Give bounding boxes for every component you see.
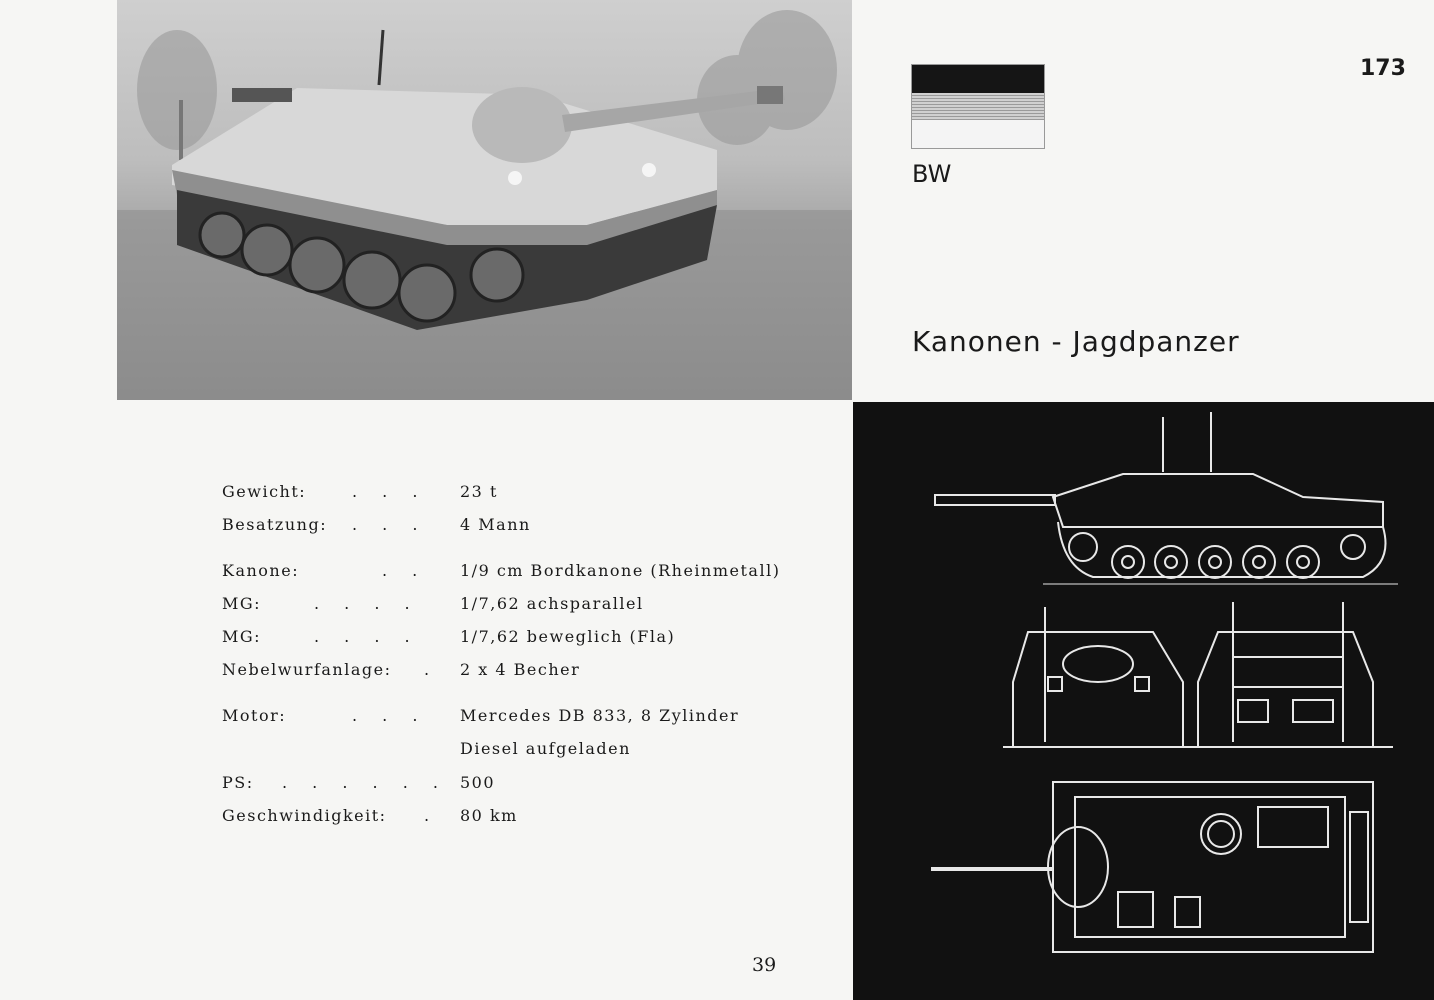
tank-photo-icon [117, 0, 852, 400]
tank-photo [117, 0, 852, 400]
spec-dots: . [424, 806, 440, 825]
page-number-bottom: 39 [752, 954, 777, 976]
spec-value: 4 Mann [460, 515, 531, 534]
spec-label: Geschwindigkeit: [222, 806, 387, 825]
flag-stripe-black [912, 65, 1044, 93]
spec-row-weight [222, 482, 822, 506]
spec-dots: . . . [352, 515, 428, 534]
spec-label: MG: [222, 627, 262, 646]
flag-stripe-red [912, 93, 1044, 121]
spec-value: 500 [460, 773, 496, 792]
spec-row-smoke-launcher [222, 660, 822, 684]
side-view [935, 412, 1398, 584]
spec-row-mg-2 [222, 627, 822, 651]
top-view [931, 782, 1373, 952]
spec-label: Nebelwurfanlage: [222, 660, 392, 679]
tank-technical-drawing-icon [853, 402, 1434, 1000]
spec-row-horsepower [222, 773, 822, 797]
page-title: Kanonen - Jagdpanzer [912, 325, 1240, 358]
spec-dots: . . . [352, 706, 428, 725]
spec-value: 80 km [460, 806, 518, 825]
spec-dots: . [424, 660, 440, 679]
spec-value: 1/7,62 beweglich (Fla) [460, 627, 676, 646]
spec-value: 1/7,62 achsparallel [460, 594, 644, 613]
spec-row-speed [222, 806, 822, 830]
spec-label: Besatzung: [222, 515, 328, 534]
front-view [1003, 607, 1193, 747]
spec-value: 23 t [460, 482, 498, 501]
spec-dots: . . . [352, 482, 428, 501]
spec-label: Gewicht: [222, 482, 307, 501]
spec-label: Kanone: [222, 561, 300, 580]
country-code: BW [912, 160, 952, 188]
spec-row-engine-cont [222, 739, 822, 763]
german-flag-icon [911, 64, 1045, 149]
spec-row-crew [222, 515, 822, 539]
spec-label: MG: [222, 594, 262, 613]
spec-dots: . . . . [314, 627, 420, 646]
spec-dots: . . . . . . [282, 773, 448, 792]
spec-value: 2 x 4 Becher [460, 660, 581, 679]
spec-label: Motor: [222, 706, 287, 725]
page-number-top: 173 [1360, 56, 1406, 81]
spec-value: 1/9 cm Bordkanone (Rheinmetall) [460, 561, 781, 580]
spec-dots: . . [382, 561, 428, 580]
spec-label: PS: [222, 773, 254, 792]
spec-dots: . . . . [314, 594, 420, 613]
rear-view [1193, 602, 1393, 747]
flag-stripe-gold [912, 120, 1044, 148]
spec-value: Diesel aufgeladen [460, 739, 631, 758]
technical-drawing [853, 402, 1434, 1000]
spec-value: Mercedes DB 833, 8 Zylinder [460, 706, 740, 725]
spec-row-mg-1 [222, 594, 822, 618]
spec-row-cannon [222, 561, 822, 585]
spec-row-engine [222, 706, 822, 730]
